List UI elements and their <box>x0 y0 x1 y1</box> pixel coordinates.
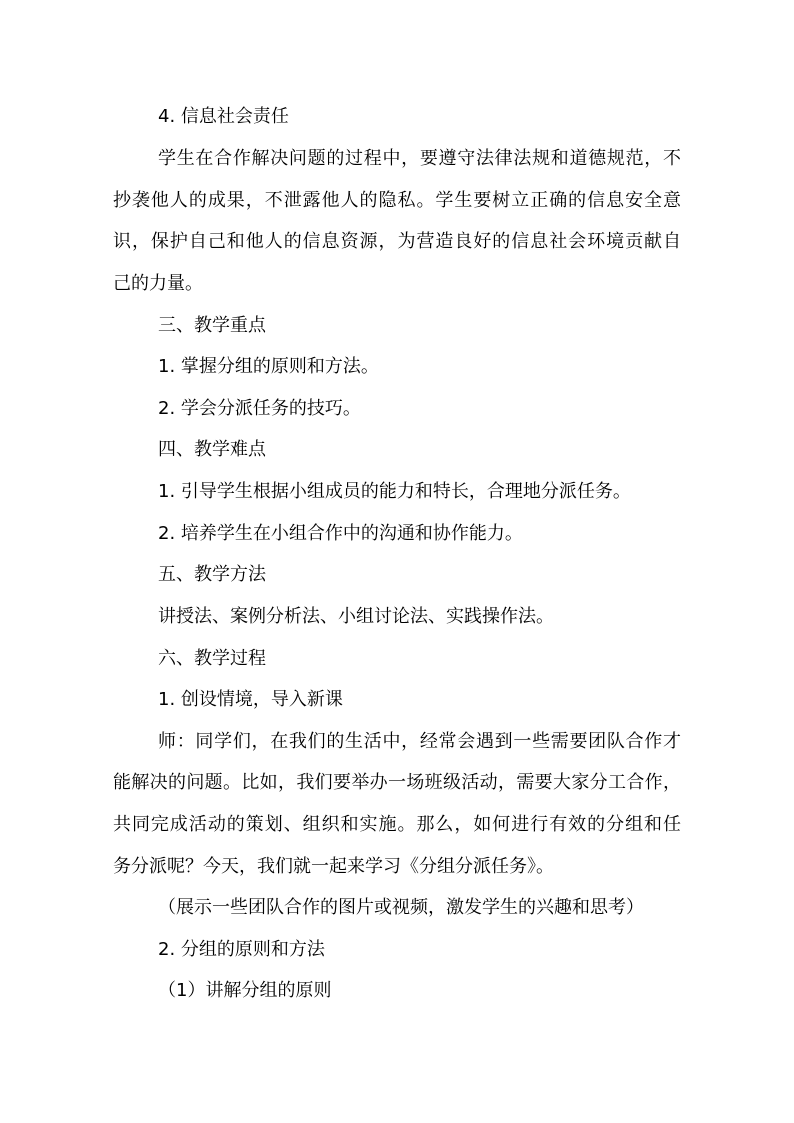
paragraph-line: 识，保护自己和他人的信息资源，为营造良好的信息社会环境贡献自 <box>113 231 681 252</box>
section-heading: 六、教学过程 <box>158 648 266 669</box>
paragraph-line: 师：同学们，在我们的生活中，经常会遇到一些需要团队合作才 <box>158 731 681 752</box>
section-heading: 三、教学重点 <box>158 315 266 336</box>
paragraph-line: 己的力量。 <box>113 273 203 294</box>
section-heading: 四、教学难点 <box>158 439 266 460</box>
section-4-heading: 4. 信息社会责任 <box>158 106 289 127</box>
subsection-heading: 2. 分组的原则和方法 <box>158 939 325 960</box>
paragraph-line: 抄袭他人的成果，不泄露他人的隐私。学生要树立正确的信息安全意 <box>113 190 681 211</box>
subsection-heading: 1. 创设情境，导入新课 <box>158 689 343 710</box>
sub-subsection-heading: （1）讲解分组的原则 <box>158 980 332 1001</box>
paragraph-line: 学生在合作解决问题的过程中，要遵守法律法规和道德规范，不 <box>158 148 681 169</box>
paragraph-line: 共同完成活动的策划、组织和实施。那么，如何进行有效的分组和任 <box>113 814 681 835</box>
list-item: 2. 学会分派任务的技巧。 <box>158 398 361 419</box>
list-item: 2. 培养学生在小组合作中的沟通和协作能力。 <box>158 523 523 544</box>
paragraph-line: 务分派呢？今天，我们就一起来学习《分组分派任务》。 <box>113 856 554 877</box>
paragraph-line: 能解决的问题。比如，我们要举办一场班级活动，需要大家分工合作， <box>113 772 681 793</box>
list-item: 1. 掌握分组的原则和方法。 <box>158 356 379 377</box>
methods-text: 讲授法、案例分析法、小组讨论法、实践操作法。 <box>158 606 554 627</box>
activity-note: （展示一些团队合作的图片或视频，激发学生的兴趣和思考） <box>158 897 644 918</box>
list-item: 1. 引导学生根据小组成员的能力和特长，合理地分派任务。 <box>158 481 631 502</box>
section-heading: 五、教学方法 <box>158 564 266 585</box>
